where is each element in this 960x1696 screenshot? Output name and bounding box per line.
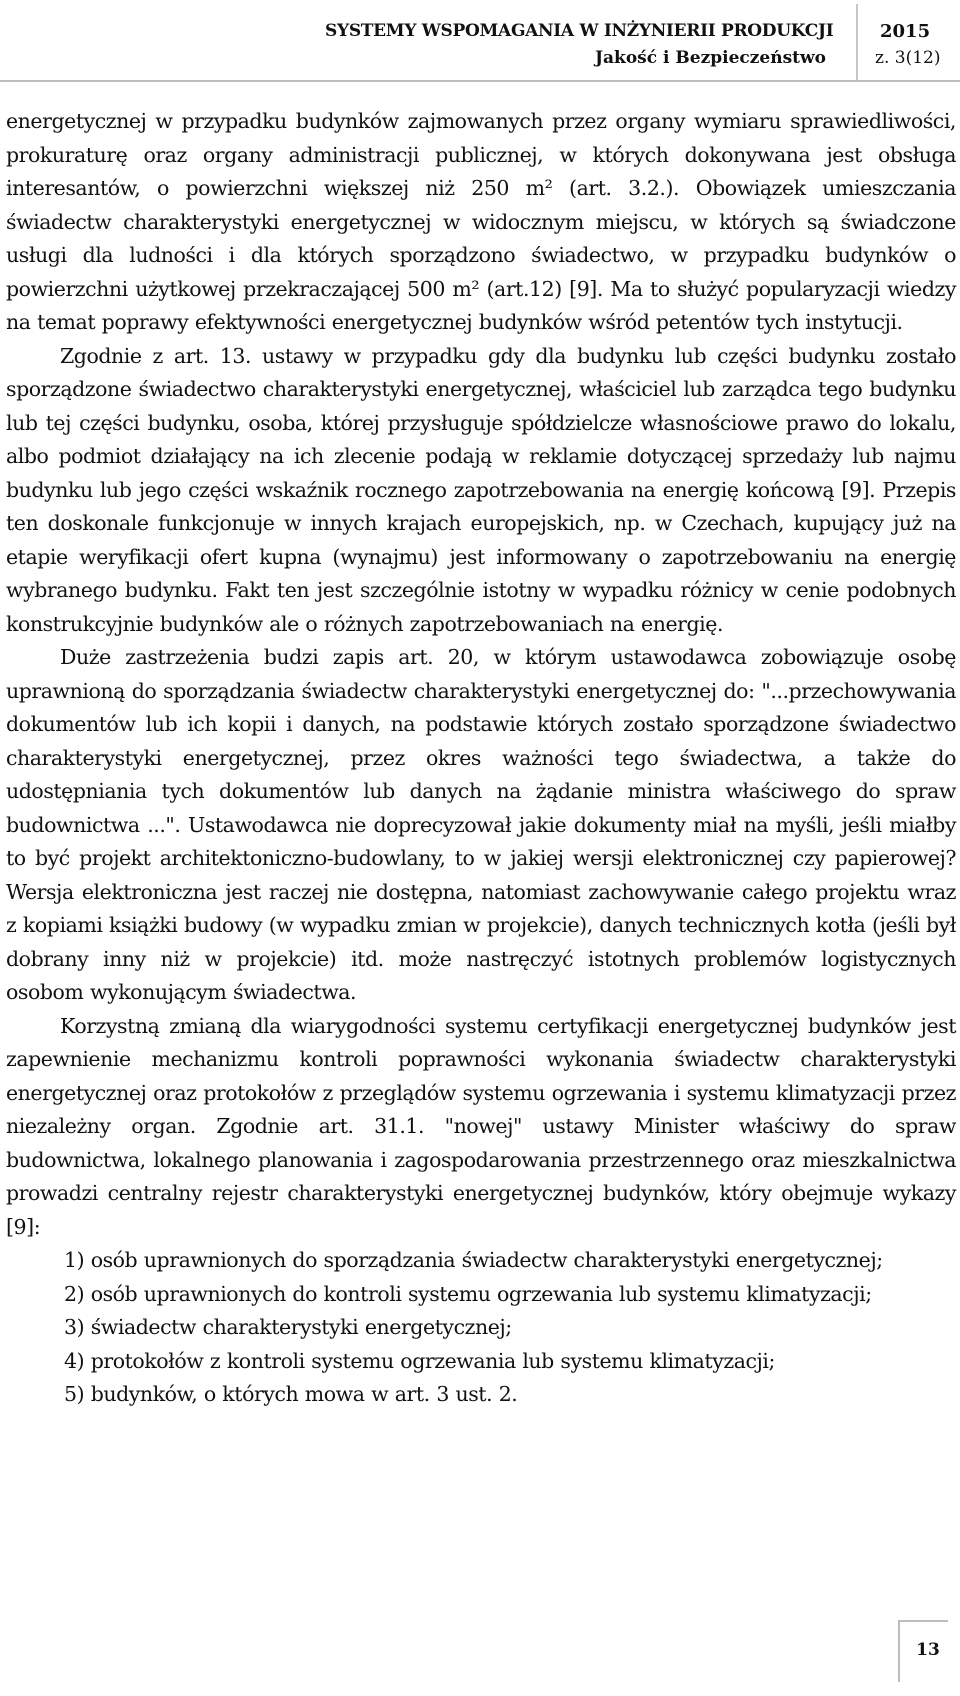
list-item: 3) świadectw charakterystyki energetycznej; (64, 1315, 512, 1339)
list-item: 1) osób uprawnionych do sporządzania świadectw charakterystyki energetycznej; (64, 1248, 883, 1272)
header-rule (0, 80, 960, 82)
page-header (0, 0, 960, 82)
article-body (6, 105, 956, 1412)
journal-section: Jakość i Bezpieczeństwo (595, 48, 826, 68)
list-item: 4) protokołów z kontroli systemu ogrzewania lub systemu klimatyzacji; (64, 1348, 775, 1373)
register-list (6, 1244, 956, 1412)
list-item: 2) osób uprawnionych do kontroli systemu ogrzewania lub systemu klimatyzacji; (64, 1281, 872, 1306)
header-divider (856, 4, 858, 80)
paragraph-3: Duże zastrzeżenia budzi zapis art. 20, w którym ustawodawca zobowiązuje osobę uprawnioną do sporządzania świadectw charakterystyki energetycznej do: "...przechowywania dokumentów lub ich kopii i danych, na podstawie których zostało sporządzone świadectwo charakterystyki energetycznej, przez okres ważności tego świadectwa, a także do udostępniania tych dokumentów lub danych na żądanie ministra właściwego do spraw budownictwa ...". Ustawodawca nie doprecyzował jakie dokumenty miał na myśli, jeśli miałby to być projekt architektoniczno-budowlany, to w jakiej wersji elektronicznej czy papierowej? Wersja elektroniczna jest raczej nie dostępna, natomiast zachowywanie całego projektu wraz z kopiami książki budowy (w wypadku zmian w projekcie), danych technicznych kotła (jeśli był dobrany inny niż w projekcie) itd. może nastręczyć istotnych problemów logistycznych osobom wykonującym świadectwa. (6, 645, 956, 1004)
paragraph-1: energetycznej w przypadku budynków zajmowanych przez organy wymiaru sprawiedliwości, prokuraturę oraz organy administracji publicznej, w których dokonywana jest obsługa interesantów, o powierzchni większej niż 250 m² (art. 3.2.). Obowiązek umieszczania świadectw charakterystyki energetycznej w widocznym miejscu, w których są świadczone usługi dla ludności i dla których sporządzono świadectwo, w przypadku budynków o powierzchni użytkowej przekraczającej 500 m² (art.12) [9]. Ma to służyć popularyzacji wiedzy na temat poprawy efektywności energetycznej budynków wśród petentów tych instytucji. (6, 109, 956, 334)
list-item: 5) budynków, o których mowa w art. 3 ust. 2. (64, 1382, 518, 1406)
paragraph-2: Zgodnie z art. 13. ustawy w przypadku gdy dla budynku lub części budynku zostało sporządzone świadectwo charakterystyki energetycznej, właściciel lub zarządca tego budynku lub tej części budynku, osoba, której przysługuje spółdzielcze własnościowe prawo do lokalu, albo podmiot działający na ich zlecenie podają w reklamie dotyczącej sprzedaży lub najmu budynku lub jego części wskaźnik rocznego zapotrzebowania na energię końcową [9]. Przepis ten doskonale funkcjonuje w innych krajach europejskich, np. w Czechach, kupujący już na etapie weryfikacji ofert kupna (wynajmu) jest informowany o zapotrzebowaniu na energię wybranego budynku. Fakt ten jest szczególnie istotny w wypadku różnicy w cenie podobnych konstrukcyjnie budynków ale o różnych zapotrzebowaniach na energię. (6, 343, 956, 636)
journal-issue: z. 3(12) (875, 48, 941, 68)
page-number: 13 (916, 1640, 940, 1660)
journal-year: 2015 (880, 21, 931, 42)
paragraph-4: Korzystną zmianą dla wiarygodności systemu certyfikacji energetycznej budynków jest zapewnienie mechanizmu kontroli poprawności wykonania świadectw charakterystyki energetycznej oraz protokołów z przeglądów systemu ogrzewania i systemu klimatyzacji przez niezależny organ. Zgodnie art. 31.1. "nowej" ustawy Minister właściwy do spraw budownictwa, lokalnego planowania i zagospodarowania przestrzennego oraz mieszkalnictwa prowadzi centralny rejestr charakterystyki energetycznej budynków, który obejmuje wykazy [9]: (6, 1013, 956, 1239)
journal-title: SYSTEMY WSPOMAGANIA W INŻYNIERII PRODUKCJI (325, 21, 834, 41)
